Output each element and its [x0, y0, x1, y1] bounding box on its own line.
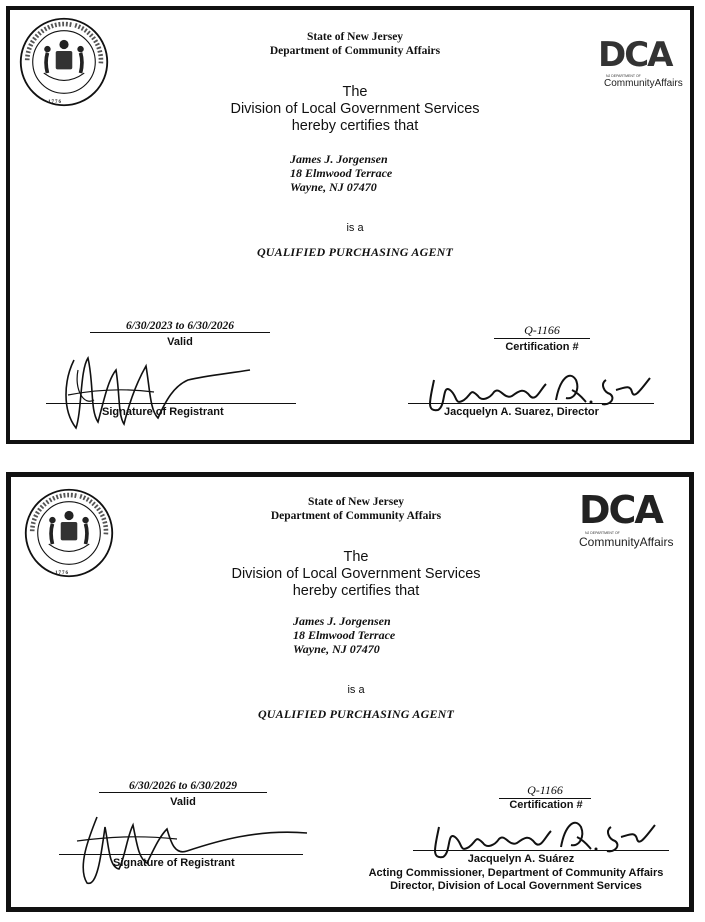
valid-label: Valid	[167, 336, 193, 348]
registrant-signature-graphic	[54, 340, 254, 435]
registrant-name: James J. Jorgensen	[293, 614, 391, 628]
registrant-name: James J. Jorgensen	[290, 152, 388, 166]
registrant-city: Wayne, NJ 07470	[290, 180, 377, 194]
director-name: Jacquelyn A. Suárez	[467, 853, 575, 865]
certification-number: Q-1166	[494, 323, 590, 339]
dca-logo	[596, 35, 692, 98]
certification-number: Q-1166	[499, 783, 591, 799]
certify-line-hereby: hereby certifies that	[291, 118, 419, 134]
director-title-division: Director, Division of Local Government Services	[390, 880, 642, 892]
certificate-2026	[6, 472, 694, 912]
valid-dates: 6/30/2026 to 6/30/2029	[99, 780, 267, 793]
dca-logo-name: CommunityAffairs	[604, 78, 683, 89]
certify-line-division: Division of Local Government Services	[231, 566, 481, 582]
dca-logo-name: CommunityAffairs	[579, 535, 674, 549]
certify-line-the: The	[342, 84, 368, 100]
dca-logo-letters: DCA	[598, 35, 672, 75]
department-name: Department of Community Affairs	[270, 510, 442, 522]
certify-line-hereby: hereby certifies that	[292, 583, 420, 599]
registrant-signature-graphic	[67, 807, 317, 892]
director-signature-line	[408, 403, 654, 404]
registrant-signature-label: Signature of Registrant	[102, 406, 224, 418]
certification-label: Certification #	[505, 341, 579, 353]
registrant-signature-line	[46, 403, 296, 404]
director-title-commissioner: Acting Commissioner, Department of Community Affairs	[368, 867, 664, 879]
director-signature-line	[413, 850, 669, 851]
dca-logo-letters: DCA	[579, 488, 662, 532]
certify-line-division: Division of Local Government Services	[230, 101, 480, 117]
is-a-text: is a	[347, 684, 365, 696]
registrant-street: 18 Elmwood Terrace	[293, 628, 396, 642]
certification-label: Certification #	[509, 799, 583, 811]
registrant-signature-label: Signature of Registrant	[113, 857, 235, 869]
registrant-street: 18 Elmwood Terrace	[290, 166, 393, 180]
state-name: State of New Jersey	[307, 496, 405, 508]
director-name-title: Jacquelyn A. Suarez, Director	[444, 406, 599, 418]
seal-year: 1776	[48, 100, 62, 105]
nj-state-seal-icon	[23, 487, 115, 579]
department-name: Department of Community Affairs	[269, 45, 441, 57]
seal-year: 1776	[55, 571, 69, 576]
is-a-text: is a	[346, 222, 364, 234]
registrant-city: Wayne, NJ 07470	[293, 642, 380, 656]
registrant-signature-line	[59, 854, 303, 855]
valid-dates: 6/30/2023 to 6/30/2026	[90, 320, 270, 333]
valid-label: Valid	[170, 796, 196, 808]
dca-logo-small-line: NJ DEPARTMENT OF	[585, 531, 620, 535]
qualification-title: QUALIFIED PURCHASING AGENT	[257, 707, 455, 721]
certify-line-the: The	[343, 549, 369, 565]
certificate-2023	[6, 6, 694, 444]
state-name: State of New Jersey	[306, 31, 404, 43]
qualification-title: QUALIFIED PURCHASING AGENT	[256, 245, 454, 259]
dca-logo-small-line: NJ DEPARTMENT OF	[606, 74, 641, 78]
nj-state-seal-icon	[18, 16, 110, 108]
dca-logo	[575, 488, 674, 551]
